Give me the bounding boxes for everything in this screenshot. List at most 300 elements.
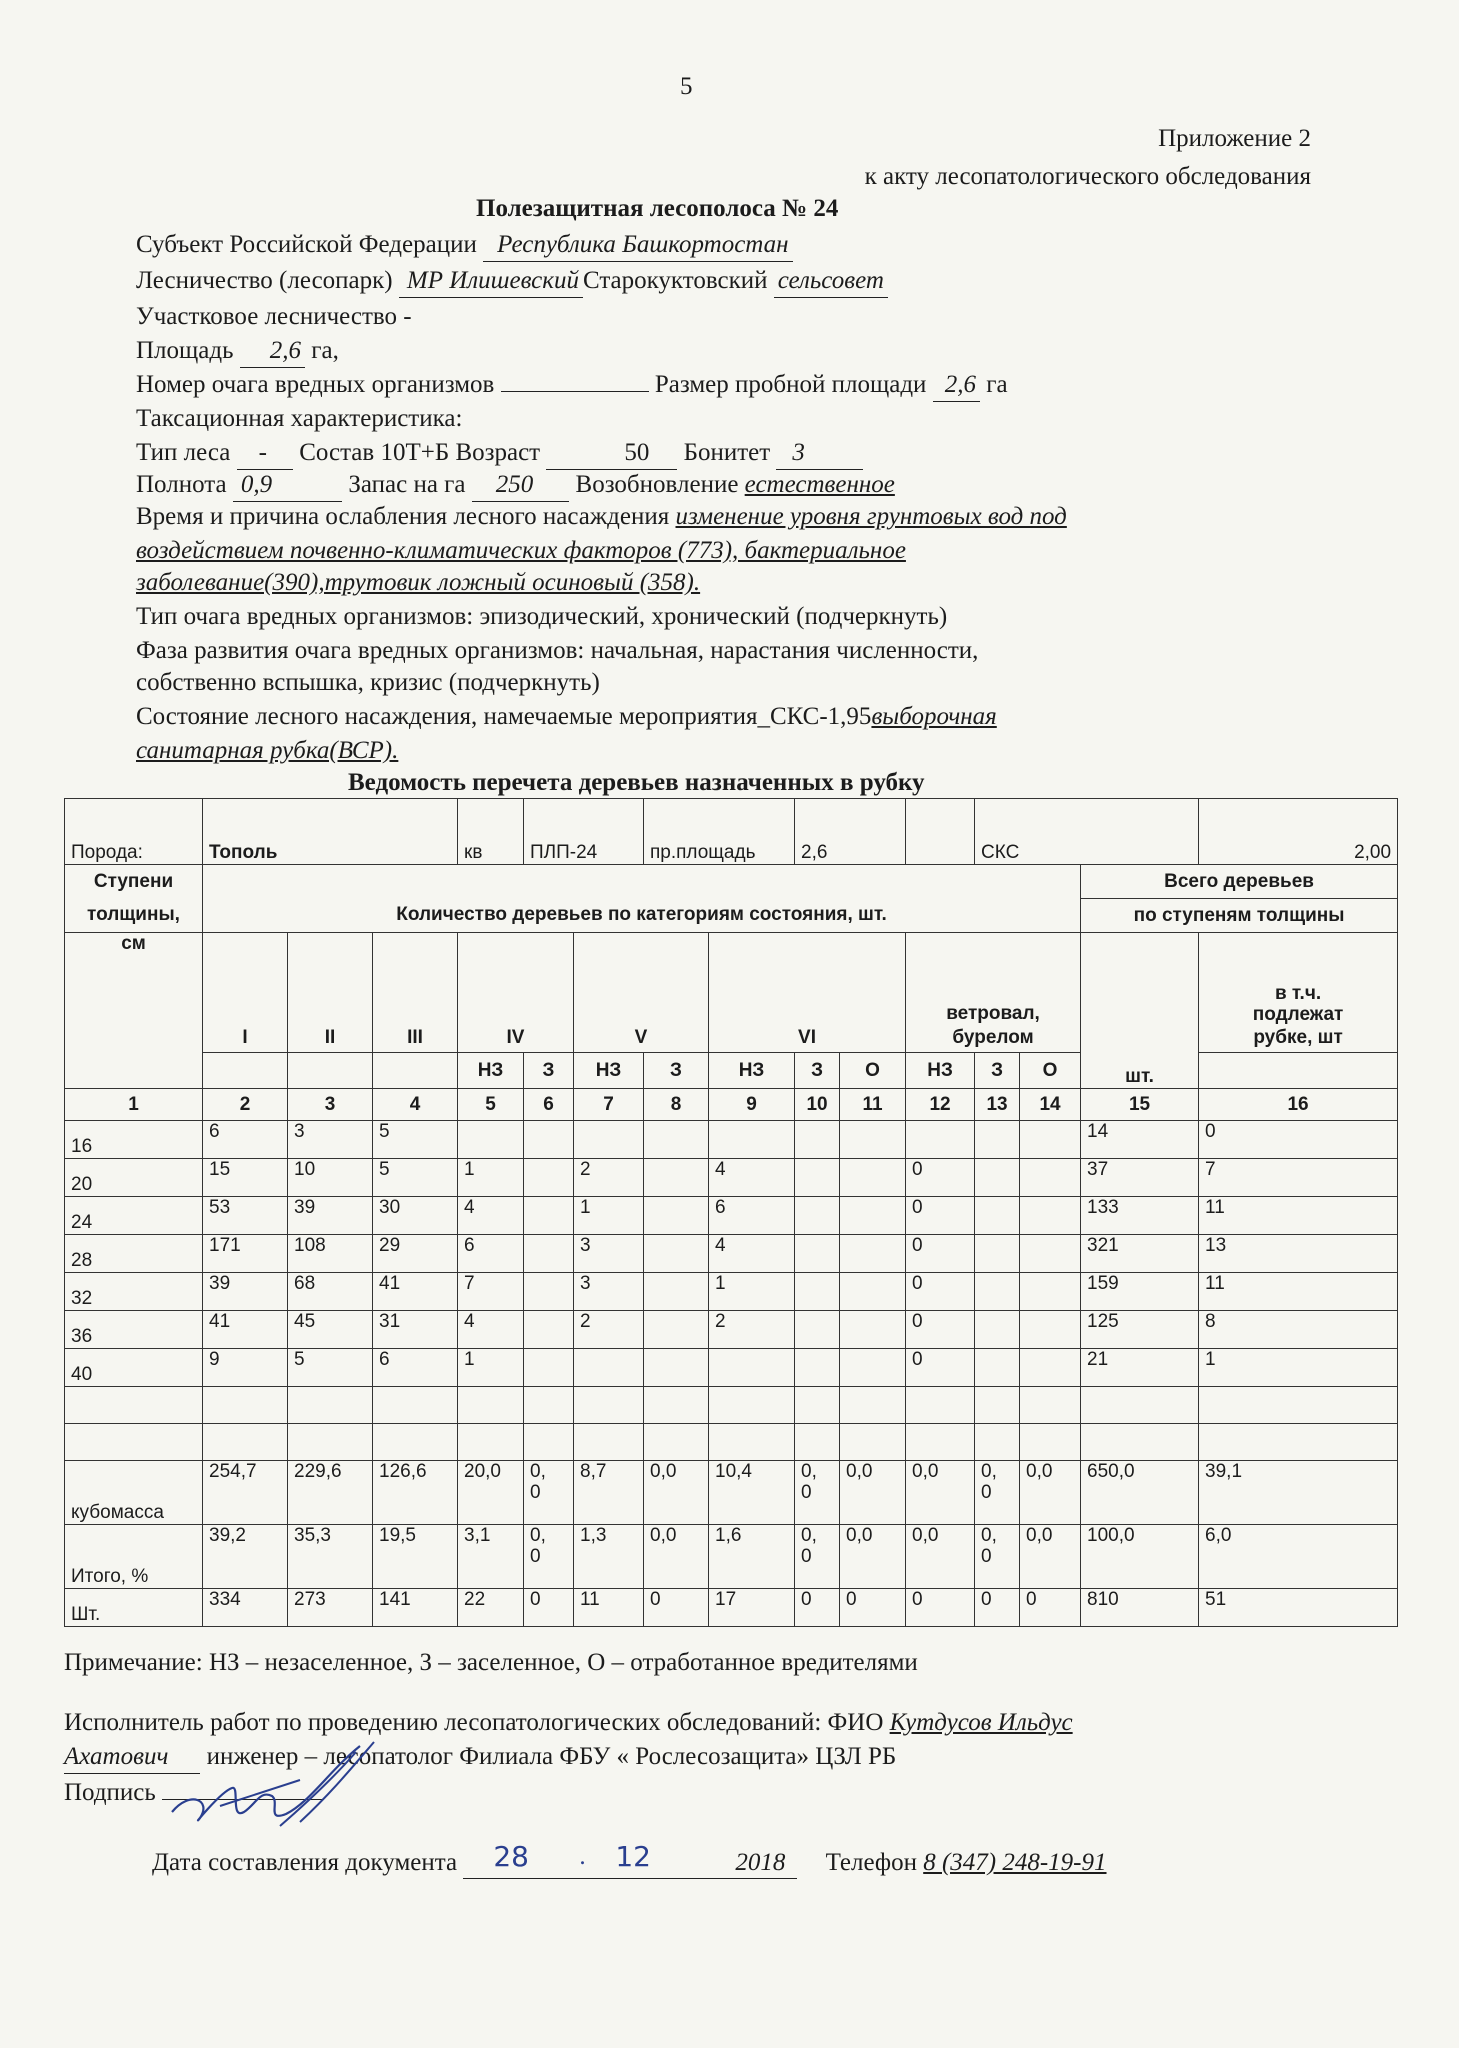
count-cell: 4 [709, 1159, 795, 1197]
count-cell [975, 1197, 1020, 1235]
count-cell [1020, 1159, 1081, 1197]
count-cell [975, 1235, 1020, 1273]
forest-type-label: Тип леса [136, 439, 231, 466]
count-cell [975, 1159, 1020, 1197]
head-vi-z: З [795, 1053, 840, 1089]
count-cell: 31 [373, 1311, 458, 1349]
summary-cell: 8,7 [574, 1461, 644, 1525]
count-cell: 8 [1199, 1311, 1398, 1349]
count-cell: 7 [1199, 1159, 1398, 1197]
forestry-line [136, 264, 888, 298]
forest-type-line [136, 436, 863, 470]
plot-area-label: пр.площадь [644, 799, 795, 865]
count-cell: 3 [574, 1235, 644, 1273]
count-cell [1020, 1235, 1081, 1273]
table-row [65, 1235, 1398, 1273]
forest-type-value: - [237, 436, 293, 470]
column-number: 9 [709, 1089, 795, 1121]
head-wf-z: З [975, 1053, 1020, 1089]
date-field [463, 1840, 797, 1879]
date-label: Дата составления документа [152, 1849, 458, 1876]
count-cell: 1 [458, 1349, 524, 1387]
summary-cell: 22 [458, 1589, 524, 1627]
date-day: 28 [493, 1840, 529, 1873]
column-number: 5 [458, 1089, 524, 1121]
head-incl [1199, 933, 1398, 1025]
area-unit: га, [311, 337, 339, 364]
weakening-value1: изменение уровня грунтовых вод под [675, 503, 1067, 530]
count-cell [644, 1311, 709, 1349]
summary-cell [975, 1525, 1020, 1589]
appendix-line2: к акту лесопатологического обследования [864, 163, 1311, 190]
count-cell: 125 [1081, 1311, 1199, 1349]
summary-cell: 0 [1020, 1589, 1081, 1627]
forestry-value: МР Илишевский [399, 264, 583, 298]
count-cell [795, 1349, 840, 1387]
summary-label: Шт. [65, 1589, 203, 1627]
bonitet-value: 3 [776, 436, 863, 470]
table-row [65, 1159, 1398, 1197]
head-count-title: Количество деревьев по категориям состояния, шт. [203, 899, 1081, 933]
phone-value: 8 (347) 248-19-91 [923, 1849, 1107, 1876]
summary-cell: 100,0 [1081, 1525, 1199, 1589]
count-cell: 37 [1081, 1159, 1199, 1197]
summary-cell: 0 [644, 1589, 709, 1627]
head-steps3: см [65, 933, 203, 1025]
stock-label: Запас на га [348, 471, 466, 498]
summary-cell: 0 [975, 1589, 1020, 1627]
count-cell: 3 [288, 1121, 373, 1159]
count-cell [840, 1235, 906, 1273]
column-number: 6 [524, 1089, 574, 1121]
count-cell: 0 [906, 1197, 975, 1235]
table-row [65, 1197, 1398, 1235]
thickness-step-cell: 24 [65, 1197, 203, 1235]
subject-label: Субъект Российской Федерации [136, 231, 477, 258]
count-cell [840, 1273, 906, 1311]
summary-cell-part: 0 [981, 1546, 992, 1567]
plot-value: 2,6 [933, 368, 980, 402]
count-cell [458, 1121, 524, 1159]
count-cell: 21 [1081, 1349, 1199, 1387]
count-cell [840, 1349, 906, 1387]
table-row [65, 1273, 1398, 1311]
count-cell [795, 1197, 840, 1235]
count-cell [840, 1159, 906, 1197]
count-cell [975, 1311, 1020, 1349]
summary-cell: 334 [203, 1589, 288, 1627]
count-cell: 6 [373, 1349, 458, 1387]
count-cell [840, 1121, 906, 1159]
bonitet-label: Бонитет [683, 439, 771, 466]
head-cat-v: V [574, 1025, 709, 1053]
thickness-step-cell: 16 [65, 1121, 203, 1159]
thickness-step-cell: 28 [65, 1235, 203, 1273]
appendix-line1: Приложение 2 [1158, 125, 1311, 152]
thickness-step-cell: 36 [65, 1311, 203, 1349]
count-cell [1020, 1121, 1081, 1159]
count-cell [840, 1197, 906, 1235]
head-incl1: в т.ч. [1274, 982, 1322, 1004]
head-cat-vi: VI [709, 1025, 906, 1053]
count-cell [524, 1121, 574, 1159]
summary-cell: 39,2 [203, 1525, 288, 1589]
summary-label: Итого, % [65, 1525, 203, 1589]
count-cell [795, 1159, 840, 1197]
forestry-mid: Старокуктовский [582, 267, 768, 294]
weakening-label: Время и причина ослабления лесного насаждения [136, 503, 670, 530]
count-cell [524, 1235, 574, 1273]
weakening-value2: воздействием почвенно-климатических факторов (773), бактериальное [136, 537, 906, 564]
count-cell: 14 [1081, 1121, 1199, 1159]
state-value2: санитарная рубка(ВСР). [136, 737, 399, 764]
count-cell: 30 [373, 1197, 458, 1235]
breed-value: Тополь [203, 799, 458, 865]
column-number: 2 [203, 1089, 288, 1121]
summary-cell-part: 0, [981, 1461, 997, 1482]
head-windfall1: ветровал, [906, 933, 1081, 1025]
focus-blank [501, 369, 649, 392]
summary-cell: 0,0 [840, 1461, 906, 1525]
count-cell: 2 [709, 1311, 795, 1349]
summary-cell: 0 [840, 1589, 906, 1627]
kv-value: ПЛП-24 [524, 799, 644, 865]
head-iv-nz: НЗ [458, 1053, 524, 1089]
column-number: 16 [1199, 1089, 1398, 1121]
count-cell: 321 [1081, 1235, 1199, 1273]
count-cell: 133 [1081, 1197, 1199, 1235]
head-total1: Всего деревьев [1081, 865, 1398, 899]
count-cell: 3 [574, 1273, 644, 1311]
executor-label: Исполнитель работ по проведению лесопатологических обследований: ФИО [64, 1709, 884, 1736]
count-cell: 5 [373, 1159, 458, 1197]
count-cell [709, 1121, 795, 1159]
count-cell [524, 1349, 574, 1387]
count-cell: 1 [458, 1159, 524, 1197]
page-number: 5 [680, 73, 693, 100]
count-cell: 2 [574, 1311, 644, 1349]
count-cell: 0 [906, 1159, 975, 1197]
density-value: 0,9 [233, 468, 342, 502]
summary-cell: 273 [288, 1589, 373, 1627]
head-cat-iv: IV [458, 1025, 574, 1053]
summary-cell-part: 0 [981, 1482, 992, 1503]
summary-cell: 141 [373, 1589, 458, 1627]
date-dot: . [579, 1843, 586, 1870]
summary-cell: 6,0 [1199, 1525, 1398, 1589]
count-cell [795, 1235, 840, 1273]
district-label: Участковое лесничество - [136, 303, 412, 330]
count-cell [795, 1311, 840, 1349]
date-month: 12 [615, 1840, 651, 1873]
summary-cell: 0,0 [644, 1525, 709, 1589]
summary-cell [524, 1525, 574, 1589]
summary-cell: 0 [795, 1589, 840, 1627]
subject-value: Республика Башкортостан [483, 228, 792, 262]
count-cell: 171 [203, 1235, 288, 1273]
thickness-step-cell: 32 [65, 1273, 203, 1311]
forestry-tail: сельсовет [774, 264, 888, 298]
summary-cell-part: 0, [530, 1461, 546, 1482]
empty-row [65, 1424, 1398, 1461]
count-cell [840, 1311, 906, 1349]
pieces-row [65, 1589, 1398, 1627]
summary-cell: 3,1 [458, 1525, 524, 1589]
count-cell [644, 1159, 709, 1197]
summary-cell: 20,0 [458, 1461, 524, 1525]
summary-cell [795, 1525, 840, 1589]
count-cell [795, 1121, 840, 1159]
head-cat-iii: III [373, 1025, 458, 1053]
head-pcs: шт. [1081, 933, 1199, 1089]
column-number: 3 [288, 1089, 373, 1121]
count-cell [524, 1197, 574, 1235]
phone-label: Телефон [825, 1849, 917, 1876]
summary-cell: 39,1 [1199, 1461, 1398, 1525]
weakening-value3: заболевание(390),трутовик ложный осиновый (358). [136, 569, 701, 596]
count-cell [644, 1197, 709, 1235]
state-value1: выборочная [871, 703, 997, 730]
phase-line1: Фаза развития очага вредных организмов: начальная, нарастания численности, [136, 637, 979, 664]
count-cell: 5 [288, 1349, 373, 1387]
table-row [65, 1121, 1398, 1159]
count-cell [524, 1159, 574, 1197]
table-row [65, 1311, 1398, 1349]
executor-position: инженер – лесопатолог Филиала ФБУ « Рослесозащита» ЦЗЛ РБ [206, 1743, 897, 1770]
summary-cell [795, 1461, 840, 1525]
density-label: Полнота [136, 471, 227, 498]
count-cell [644, 1235, 709, 1273]
count-cell: 4 [709, 1235, 795, 1273]
phase-line2: собственно вспышка, кризис (подчеркнуть) [136, 669, 600, 696]
count-cell: 0 [906, 1349, 975, 1387]
renewal-value: естественное [744, 471, 895, 498]
count-cell: 11 [1199, 1273, 1398, 1311]
composition-label: Состав 10Т+Б Возраст [299, 439, 541, 466]
column-number: 13 [975, 1089, 1020, 1121]
summary-cell-part: 0, [801, 1461, 817, 1482]
head-v-nz: НЗ [574, 1053, 644, 1089]
summary-cell: 0,0 [906, 1461, 975, 1525]
count-cell [975, 1349, 1020, 1387]
column-number: 4 [373, 1089, 458, 1121]
count-cell: 5 [373, 1121, 458, 1159]
empty-row [65, 1387, 1398, 1424]
count-cell: 6 [458, 1235, 524, 1273]
state-line1 [136, 700, 997, 733]
count-cell: 0 [906, 1311, 975, 1349]
date-year: 2018 [735, 1849, 786, 1876]
count-cell: 39 [203, 1273, 288, 1311]
count-cell: 15 [203, 1159, 288, 1197]
summary-cell [524, 1461, 574, 1525]
head-steps1: Ступени [65, 865, 203, 899]
focus-line [136, 368, 1008, 402]
summary-cell: 11 [574, 1589, 644, 1627]
signature-label: Подпись [64, 1779, 156, 1806]
column-number: 8 [644, 1089, 709, 1121]
summary-cell: 254,7 [203, 1461, 288, 1525]
data-rows [65, 1121, 1398, 1387]
count-cell [524, 1273, 574, 1311]
summary-cell: 51 [1199, 1589, 1398, 1627]
column-number: 1 [65, 1089, 203, 1121]
summary-cell [975, 1461, 1020, 1525]
summary-cell: 810 [1081, 1589, 1199, 1627]
count-cell: 13 [1199, 1235, 1398, 1273]
summary-cell: 10,4 [709, 1461, 795, 1525]
count-cell: 1 [1199, 1349, 1398, 1387]
count-cell [644, 1121, 709, 1159]
summary-cell: 1,6 [709, 1525, 795, 1589]
column-number-row [65, 1089, 1398, 1121]
count-cell [975, 1121, 1020, 1159]
count-cell: 0 [1199, 1121, 1398, 1159]
table-row [65, 1349, 1398, 1387]
count-cell [1020, 1197, 1081, 1235]
column-number: 12 [906, 1089, 975, 1121]
summary-cell: 0,0 [1020, 1461, 1081, 1525]
summary-cell-part: 0, [981, 1525, 997, 1546]
count-cell: 39 [288, 1197, 373, 1235]
tree-count-table [64, 798, 1398, 1627]
executor-name1: Кутдусов Ильдус [889, 1709, 1073, 1736]
head-steps2: толщины, [65, 899, 203, 933]
count-cell: 53 [203, 1197, 288, 1235]
count-cell [906, 1121, 975, 1159]
breed-label: Порода: [65, 799, 203, 865]
summary-cell: 0 [524, 1589, 574, 1627]
note: Примечание: НЗ – незаселенное, З – заселенное, О – отработанное вредителями [64, 1649, 918, 1676]
head-windfall2: бурелом [906, 1025, 1081, 1053]
head-cat-i: I [203, 1025, 288, 1053]
summary-cell-part: 0 [801, 1482, 812, 1503]
count-cell: 7 [458, 1273, 524, 1311]
head-v-z: З [644, 1053, 709, 1089]
head-cat-ii: II [288, 1025, 373, 1053]
count-cell: 0 [906, 1273, 975, 1311]
count-cell [1020, 1349, 1081, 1387]
summary-cell: 0,0 [644, 1461, 709, 1525]
handwritten-signature [160, 1730, 390, 1840]
count-cell: 6 [203, 1121, 288, 1159]
column-number: 10 [795, 1089, 840, 1121]
focus-label: Номер очага вредных организмов [136, 371, 495, 398]
plot-area-value: 2,6 [795, 799, 906, 865]
count-cell [1020, 1311, 1081, 1349]
count-cell: 68 [288, 1273, 373, 1311]
summary-label: кубомасса [65, 1461, 203, 1525]
count-cell: 11 [1199, 1197, 1398, 1235]
count-cell [644, 1273, 709, 1311]
count-cell: 9 [203, 1349, 288, 1387]
focus-type: Тип очага вредных организмов: эпизодический, хронический (подчеркнуть) [136, 603, 948, 630]
date-line [152, 1840, 1107, 1879]
head-vi-nz: НЗ [709, 1053, 795, 1089]
sks-value: 2,00 [1199, 799, 1398, 865]
summary-cell: 0,0 [840, 1525, 906, 1589]
count-cell: 0 [906, 1235, 975, 1273]
summary-cell-part: 0 [530, 1546, 541, 1567]
summary-cell-part: 0, [801, 1525, 817, 1546]
volume-row [65, 1461, 1398, 1525]
count-cell [975, 1273, 1020, 1311]
summary-cell: 650,0 [1081, 1461, 1199, 1525]
area-label: Площадь [136, 337, 234, 364]
table-header-row [65, 799, 1398, 865]
count-cell: 4 [458, 1197, 524, 1235]
column-number: 7 [574, 1089, 644, 1121]
renewal-label: Возобновление [575, 471, 739, 498]
summary-cell: 19,5 [373, 1525, 458, 1589]
summary-cell: 0,0 [1020, 1525, 1081, 1589]
percent-row [65, 1525, 1398, 1589]
plot-unit: га [986, 371, 1008, 398]
thickness-step-cell: 40 [65, 1349, 203, 1387]
count-cell: 41 [203, 1311, 288, 1349]
summary-cell: 0 [906, 1589, 975, 1627]
head-incl2: подлежат [1252, 1003, 1344, 1025]
count-cell: 10 [288, 1159, 373, 1197]
count-cell [524, 1311, 574, 1349]
forestry-label: Лесничество (лесопарк) [136, 267, 393, 294]
state-label: Состояние лесного насаждения, намечаемые мероприятия_СКС-1,95 [136, 703, 872, 730]
age-value: 50 [546, 436, 677, 470]
summary-cell-part: 0 [530, 1482, 541, 1503]
executor-name2: Ахатович [64, 1740, 200, 1774]
head-vi-o: О [840, 1053, 906, 1089]
count-cell [574, 1121, 644, 1159]
head-wf-o: О [1020, 1053, 1081, 1089]
column-number: 15 [1081, 1089, 1199, 1121]
count-cell: 6 [709, 1197, 795, 1235]
head-incl3: рубке, шт [1199, 1025, 1398, 1053]
count-cell: 45 [288, 1311, 373, 1349]
count-cell [709, 1349, 795, 1387]
count-cell [795, 1273, 840, 1311]
document-title: Полезащитная лесополоса № 24 [476, 195, 839, 222]
summary-cell-part: 0, [530, 1525, 546, 1546]
area-line [136, 334, 339, 368]
weakening-line1 [136, 500, 1067, 533]
count-cell: 2 [574, 1159, 644, 1197]
table-title: Ведомость перечета деревьев назначенных в рубку [348, 769, 925, 796]
summary-cell: 126,6 [373, 1461, 458, 1525]
summary-cell-part: 0 [801, 1546, 812, 1567]
density-line [136, 468, 895, 502]
count-cell: 29 [373, 1235, 458, 1273]
summary-cell: 1,3 [574, 1525, 644, 1589]
thickness-step-cell: 20 [65, 1159, 203, 1197]
sks-label: СКС [975, 799, 1199, 865]
taxation-label: Таксационная характеристика: [136, 405, 463, 432]
summary-cell: 17 [709, 1589, 795, 1627]
plot-label: Размер пробной площади [654, 371, 927, 398]
summary-cell: 35,3 [288, 1525, 373, 1589]
head-total2: по ступеням толщины [1081, 899, 1398, 933]
column-number: 11 [840, 1089, 906, 1121]
count-cell: 1 [574, 1197, 644, 1235]
count-cell: 1 [709, 1273, 795, 1311]
area-value: 2,6 [240, 334, 305, 368]
head-wf-nz: НЗ [906, 1053, 975, 1089]
count-cell: 159 [1081, 1273, 1199, 1311]
count-cell [644, 1349, 709, 1387]
count-cell [574, 1349, 644, 1387]
kv-label: кв [458, 799, 524, 865]
summary-cell: 0,0 [906, 1525, 975, 1589]
head-iv-z: З [524, 1053, 574, 1089]
